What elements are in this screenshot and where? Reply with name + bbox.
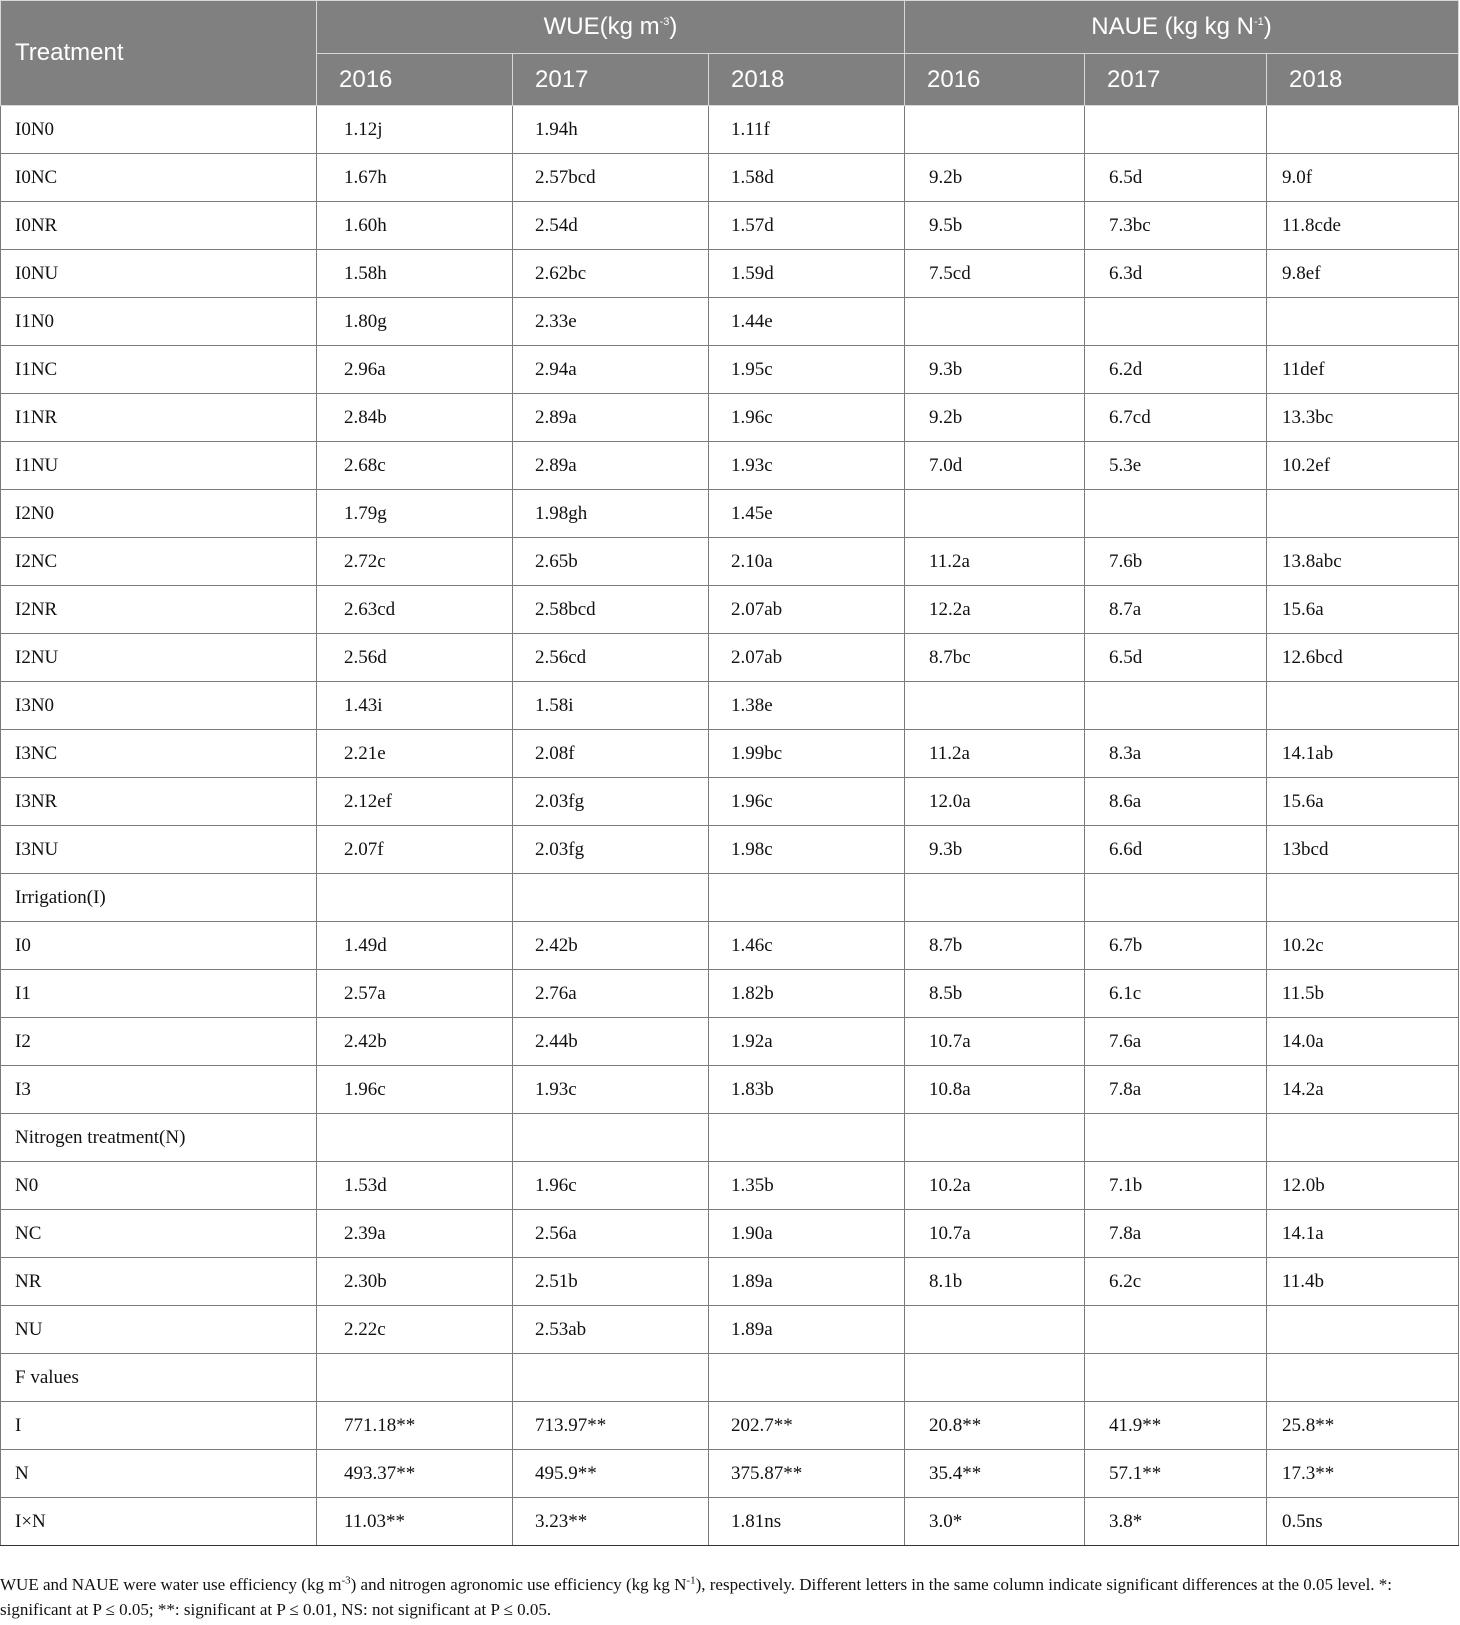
table-cell bbox=[513, 874, 709, 922]
footnote-part-1: WUE and NAUE were water use efficiency (kg m bbox=[0, 1575, 342, 1594]
table-cell bbox=[905, 490, 1085, 538]
header-wue-tail: ) bbox=[669, 13, 678, 40]
table-cell: 2.51b bbox=[513, 1258, 709, 1306]
table-cell: 8.7bc bbox=[905, 634, 1085, 682]
table-row bbox=[1, 682, 1459, 730]
table-cell: 1.79g bbox=[317, 490, 513, 538]
table-cell: 2.39a bbox=[317, 1210, 513, 1258]
table-cell: 1.35b bbox=[709, 1162, 905, 1210]
table-cell: 2.89a bbox=[513, 394, 709, 442]
table-cell: 2.72c bbox=[317, 538, 513, 586]
header-year-wue-2017: 2017 bbox=[513, 54, 709, 106]
table-cell bbox=[905, 106, 1085, 154]
row-label-cell: F values bbox=[1, 1354, 317, 1402]
table-footnote bbox=[0, 1572, 1458, 1622]
table-cell: 15.6a bbox=[1267, 586, 1459, 634]
table-cell: 1.98c bbox=[709, 826, 905, 874]
table-cell: 10.2a bbox=[905, 1162, 1085, 1210]
table-cell: 12.0b bbox=[1267, 1162, 1459, 1210]
table-cell bbox=[1085, 682, 1267, 730]
table-cell: 2.03fg bbox=[513, 778, 709, 826]
row-label-cell: I0N0 bbox=[1, 106, 317, 154]
table-cell: 10.8a bbox=[905, 1066, 1085, 1114]
table-row bbox=[1, 1402, 1459, 1450]
table-cell: 35.4** bbox=[905, 1450, 1085, 1498]
table-cell: 2.57bcd bbox=[513, 154, 709, 202]
table-cell: 2.56a bbox=[513, 1210, 709, 1258]
row-label-cell: I2N0 bbox=[1, 490, 317, 538]
table-row bbox=[1, 1258, 1459, 1306]
table-cell: 1.81ns bbox=[709, 1498, 905, 1546]
table-cell: 2.96a bbox=[317, 346, 513, 394]
row-label-cell: Irrigation(I) bbox=[1, 874, 317, 922]
table-cell: 57.1** bbox=[1085, 1450, 1267, 1498]
table-cell: 11.2a bbox=[905, 538, 1085, 586]
table-cell bbox=[1267, 298, 1459, 346]
table-cell: 6.5d bbox=[1085, 634, 1267, 682]
row-label-cell: I0NC bbox=[1, 154, 317, 202]
table-cell bbox=[1267, 490, 1459, 538]
table-cell: 1.46c bbox=[709, 922, 905, 970]
table-cell: 6.2c bbox=[1085, 1258, 1267, 1306]
row-label-cell: I0NU bbox=[1, 250, 317, 298]
table-cell: 2.07ab bbox=[709, 634, 905, 682]
table-cell: 9.8ef bbox=[1267, 250, 1459, 298]
footnote-part-3: ), respectively. Different letters in the same column indicate significant differences at the 0.05 level. *: significant at P ≤ 0.05; **: significant at P ≤ 0.01, NS: not significant at P ≤ 0.05. bbox=[0, 1575, 1393, 1619]
table-row bbox=[1, 538, 1459, 586]
row-label-cell: I3 bbox=[1, 1066, 317, 1114]
table-cell bbox=[317, 1354, 513, 1402]
table-cell: 8.5b bbox=[905, 970, 1085, 1018]
table-cell: 2.89a bbox=[513, 442, 709, 490]
table-row bbox=[1, 250, 1459, 298]
table-cell bbox=[513, 1354, 709, 1402]
header-year-wue-2018: 2018 bbox=[709, 54, 905, 106]
table-cell bbox=[905, 682, 1085, 730]
row-label-cell: I bbox=[1, 1402, 317, 1450]
table-cell: 1.44e bbox=[709, 298, 905, 346]
table-row bbox=[1, 826, 1459, 874]
table-row bbox=[1, 1162, 1459, 1210]
table-cell bbox=[905, 1114, 1085, 1162]
table-cell: 7.8a bbox=[1085, 1066, 1267, 1114]
row-label-cell: NC bbox=[1, 1210, 317, 1258]
table-cell bbox=[1085, 1354, 1267, 1402]
table-cell: 2.07f bbox=[317, 826, 513, 874]
table-cell: 1.53d bbox=[317, 1162, 513, 1210]
table-cell: 2.65b bbox=[513, 538, 709, 586]
table-cell: 7.6a bbox=[1085, 1018, 1267, 1066]
table-cell: 8.3a bbox=[1085, 730, 1267, 778]
row-label-cell: N bbox=[1, 1450, 317, 1498]
table-cell: 2.54d bbox=[513, 202, 709, 250]
table-cell: 2.21e bbox=[317, 730, 513, 778]
table-cell: 2.07ab bbox=[709, 586, 905, 634]
table-cell: 7.6b bbox=[1085, 538, 1267, 586]
table-cell: 1.45e bbox=[709, 490, 905, 538]
table-cell: 495.9** bbox=[513, 1450, 709, 1498]
table-row bbox=[1, 346, 1459, 394]
table-cell: 2.84b bbox=[317, 394, 513, 442]
table-row bbox=[1, 1450, 1459, 1498]
table-cell: 1.95c bbox=[709, 346, 905, 394]
row-label-cell: I2NU bbox=[1, 634, 317, 682]
header-year-naue-2018: 2018 bbox=[1267, 54, 1459, 106]
table-row bbox=[1, 442, 1459, 490]
table-cell: 9.3b bbox=[905, 346, 1085, 394]
table-row bbox=[1, 1210, 1459, 1258]
table-cell: 1.59d bbox=[709, 250, 905, 298]
table-cell: 13.3bc bbox=[1267, 394, 1459, 442]
table-row bbox=[1, 154, 1459, 202]
table-row bbox=[1, 730, 1459, 778]
table-cell: 713.97** bbox=[513, 1402, 709, 1450]
table-cell bbox=[1085, 106, 1267, 154]
table-body bbox=[1, 106, 1459, 1546]
header-wue-group bbox=[317, 1, 905, 54]
table-cell bbox=[317, 1114, 513, 1162]
table-cell: 3.8* bbox=[1085, 1498, 1267, 1546]
table-cell: 1.80g bbox=[317, 298, 513, 346]
table-cell: 13.8abc bbox=[1267, 538, 1459, 586]
table-cell: 1.89a bbox=[709, 1306, 905, 1354]
table-cell: 14.0a bbox=[1267, 1018, 1459, 1066]
table-cell: 1.89a bbox=[709, 1258, 905, 1306]
row-label-cell: I2NC bbox=[1, 538, 317, 586]
table-row bbox=[1, 970, 1459, 1018]
header-naue-sup: -1 bbox=[1253, 16, 1264, 28]
table-cell bbox=[905, 1306, 1085, 1354]
row-label-cell: NU bbox=[1, 1306, 317, 1354]
footnote-sup-1: -3 bbox=[341, 1574, 351, 1587]
table-cell: 9.2b bbox=[905, 394, 1085, 442]
table-cell: 1.43i bbox=[317, 682, 513, 730]
table-cell: 1.96c bbox=[709, 394, 905, 442]
table-cell: 2.76a bbox=[513, 970, 709, 1018]
header-naue-tail: ) bbox=[1263, 13, 1272, 40]
row-label-cell: I3NR bbox=[1, 778, 317, 826]
table-cell bbox=[1267, 106, 1459, 154]
table-cell bbox=[1085, 1306, 1267, 1354]
row-label-cell: I3NC bbox=[1, 730, 317, 778]
table-cell: 1.94h bbox=[513, 106, 709, 154]
table-cell: 12.2a bbox=[905, 586, 1085, 634]
row-label-cell: I3N0 bbox=[1, 682, 317, 730]
table-cell: 15.6a bbox=[1267, 778, 1459, 826]
table-cell bbox=[1267, 1354, 1459, 1402]
table-cell: 2.62bc bbox=[513, 250, 709, 298]
table-cell: 2.58bcd bbox=[513, 586, 709, 634]
row-label-cell: I1NU bbox=[1, 442, 317, 490]
row-label-cell: I1N0 bbox=[1, 298, 317, 346]
table-cell: 2.94a bbox=[513, 346, 709, 394]
table-header bbox=[1, 1, 1459, 106]
table-row bbox=[1, 490, 1459, 538]
table-cell: 1.57d bbox=[709, 202, 905, 250]
table-cell: 6.7cd bbox=[1085, 394, 1267, 442]
table-cell: 1.96c bbox=[317, 1066, 513, 1114]
table-cell bbox=[905, 874, 1085, 922]
table-cell: 2.63cd bbox=[317, 586, 513, 634]
table-cell bbox=[1085, 874, 1267, 922]
table-cell: 14.1ab bbox=[1267, 730, 1459, 778]
footnote-sup-2: -1 bbox=[686, 1574, 696, 1587]
table-cell: 2.56cd bbox=[513, 634, 709, 682]
table-row bbox=[1, 1306, 1459, 1354]
table-cell: 1.11f bbox=[709, 106, 905, 154]
table-cell: 6.7b bbox=[1085, 922, 1267, 970]
row-label-cell: Nitrogen treatment(N) bbox=[1, 1114, 317, 1162]
table-cell: 1.82b bbox=[709, 970, 905, 1018]
table-row bbox=[1, 394, 1459, 442]
header-year-naue-2016: 2016 bbox=[905, 54, 1085, 106]
table-cell: 1.83b bbox=[709, 1066, 905, 1114]
row-label-cell: I2NR bbox=[1, 586, 317, 634]
table-cell: 13bcd bbox=[1267, 826, 1459, 874]
table-cell: 8.1b bbox=[905, 1258, 1085, 1306]
table-cell: 9.3b bbox=[905, 826, 1085, 874]
table-cell: 12.6bcd bbox=[1267, 634, 1459, 682]
table-row bbox=[1, 1114, 1459, 1162]
table-cell: 8.6a bbox=[1085, 778, 1267, 826]
table-cell: 17.3** bbox=[1267, 1450, 1459, 1498]
table-cell: 375.87** bbox=[709, 1450, 905, 1498]
table-cell: 1.98gh bbox=[513, 490, 709, 538]
table-cell: 2.42b bbox=[513, 922, 709, 970]
table-cell: 1.93c bbox=[709, 442, 905, 490]
table-cell: 1.38e bbox=[709, 682, 905, 730]
table-cell: 5.3e bbox=[1085, 442, 1267, 490]
table-cell: 10.7a bbox=[905, 1018, 1085, 1066]
table-cell: 202.7** bbox=[709, 1402, 905, 1450]
table-cell: 2.57a bbox=[317, 970, 513, 1018]
table-cell bbox=[1085, 490, 1267, 538]
table-cell bbox=[1267, 682, 1459, 730]
table-cell: 11def bbox=[1267, 346, 1459, 394]
table-cell bbox=[1267, 1306, 1459, 1354]
row-label-cell: NR bbox=[1, 1258, 317, 1306]
table-cell: 11.2a bbox=[905, 730, 1085, 778]
table-cell: 8.7b bbox=[905, 922, 1085, 970]
header-naue-group bbox=[905, 1, 1459, 54]
table-row bbox=[1, 586, 1459, 634]
table-cell: 10.7a bbox=[905, 1210, 1085, 1258]
table-row bbox=[1, 922, 1459, 970]
table-cell: 6.1c bbox=[1085, 970, 1267, 1018]
row-label-cell: I1NC bbox=[1, 346, 317, 394]
table-cell: 6.6d bbox=[1085, 826, 1267, 874]
row-label-cell: N0 bbox=[1, 1162, 317, 1210]
table-cell: 25.8** bbox=[1267, 1402, 1459, 1450]
table-cell: 2.68c bbox=[317, 442, 513, 490]
table-cell: 2.10a bbox=[709, 538, 905, 586]
table-row bbox=[1, 106, 1459, 154]
table-cell: 1.12j bbox=[317, 106, 513, 154]
table-cell bbox=[513, 1114, 709, 1162]
table-cell: 9.5b bbox=[905, 202, 1085, 250]
row-label-cell: I1NR bbox=[1, 394, 317, 442]
table-cell: 2.30b bbox=[317, 1258, 513, 1306]
table-cell: 11.5b bbox=[1267, 970, 1459, 1018]
table-cell: 7.3bc bbox=[1085, 202, 1267, 250]
table-cell: 7.5cd bbox=[905, 250, 1085, 298]
table-cell: 11.8cde bbox=[1267, 202, 1459, 250]
table-cell bbox=[1085, 1114, 1267, 1162]
table-cell: 1.92a bbox=[709, 1018, 905, 1066]
table-cell: 12.0a bbox=[905, 778, 1085, 826]
header-year-wue-2016: 2016 bbox=[317, 54, 513, 106]
table-cell: 2.42b bbox=[317, 1018, 513, 1066]
table-cell bbox=[905, 298, 1085, 346]
table-cell: 771.18** bbox=[317, 1402, 513, 1450]
table-cell: 11.03** bbox=[317, 1498, 513, 1546]
table-cell bbox=[1267, 874, 1459, 922]
table-row bbox=[1, 298, 1459, 346]
table-cell: 10.2c bbox=[1267, 922, 1459, 970]
table-row bbox=[1, 1354, 1459, 1402]
table-cell bbox=[905, 1354, 1085, 1402]
row-label-cell: I1 bbox=[1, 970, 317, 1018]
table-row bbox=[1, 1498, 1459, 1546]
table-cell: 2.03fg bbox=[513, 826, 709, 874]
table-cell: 10.2ef bbox=[1267, 442, 1459, 490]
table-row bbox=[1, 1066, 1459, 1114]
table-cell: 1.49d bbox=[317, 922, 513, 970]
table-cell: 1.96c bbox=[709, 778, 905, 826]
header-year-naue-2017: 2017 bbox=[1085, 54, 1267, 106]
table-cell: 1.60h bbox=[317, 202, 513, 250]
table-row bbox=[1, 778, 1459, 826]
table-cell bbox=[709, 874, 905, 922]
row-label-cell: I2 bbox=[1, 1018, 317, 1066]
table-cell: 2.56d bbox=[317, 634, 513, 682]
table-cell bbox=[709, 1114, 905, 1162]
table-cell: 493.37** bbox=[317, 1450, 513, 1498]
table-cell: 6.2d bbox=[1085, 346, 1267, 394]
table-cell: 41.9** bbox=[1085, 1402, 1267, 1450]
table-cell: 2.08f bbox=[513, 730, 709, 778]
header-wue-label: WUE(kg m bbox=[543, 13, 660, 40]
table-cell: 6.3d bbox=[1085, 250, 1267, 298]
table-cell: 8.7a bbox=[1085, 586, 1267, 634]
table-cell: 3.0* bbox=[905, 1498, 1085, 1546]
table-cell: 2.44b bbox=[513, 1018, 709, 1066]
row-label-cell: I3NU bbox=[1, 826, 317, 874]
table-cell: 1.58d bbox=[709, 154, 905, 202]
table-cell: 7.8a bbox=[1085, 1210, 1267, 1258]
table-cell: 6.5d bbox=[1085, 154, 1267, 202]
table-row bbox=[1, 634, 1459, 682]
table-cell: 3.23** bbox=[513, 1498, 709, 1546]
row-label-cell: I0 bbox=[1, 922, 317, 970]
table-cell: 7.0d bbox=[905, 442, 1085, 490]
table-cell: 1.58h bbox=[317, 250, 513, 298]
header-wue-sup: -3 bbox=[659, 16, 670, 28]
footnote-part-2: ) and nitrogen agronomic use efficiency (kg kg N bbox=[350, 1575, 687, 1594]
table-cell: 1.99bc bbox=[709, 730, 905, 778]
table-cell: 1.90a bbox=[709, 1210, 905, 1258]
table-cell: 1.67h bbox=[317, 154, 513, 202]
table-cell bbox=[1085, 298, 1267, 346]
table-cell: 1.58i bbox=[513, 682, 709, 730]
table-cell: 2.22c bbox=[317, 1306, 513, 1354]
table-cell: 20.8** bbox=[905, 1402, 1085, 1450]
table-cell: 7.1b bbox=[1085, 1162, 1267, 1210]
header-naue-label: NAUE (kg kg N bbox=[1091, 13, 1254, 40]
table-cell: 1.93c bbox=[513, 1066, 709, 1114]
table-cell bbox=[709, 1354, 905, 1402]
table-cell bbox=[317, 874, 513, 922]
table-row bbox=[1, 1018, 1459, 1066]
table-cell: 0.5ns bbox=[1267, 1498, 1459, 1546]
table-cell: 2.53ab bbox=[513, 1306, 709, 1354]
table-cell: 1.96c bbox=[513, 1162, 709, 1210]
table-cell bbox=[1267, 1114, 1459, 1162]
row-label-cell: I0NR bbox=[1, 202, 317, 250]
table-cell: 2.33e bbox=[513, 298, 709, 346]
table-row bbox=[1, 874, 1459, 922]
header-row-groups bbox=[1, 1, 1459, 54]
table-cell: 2.12ef bbox=[317, 778, 513, 826]
table-row bbox=[1, 202, 1459, 250]
header-treatment: Treatment bbox=[1, 1, 317, 106]
row-label-cell: I×N bbox=[1, 1498, 317, 1546]
table-cell: 14.2a bbox=[1267, 1066, 1459, 1114]
table-cell: 9.0f bbox=[1267, 154, 1459, 202]
table-cell: 11.4b bbox=[1267, 1258, 1459, 1306]
table-cell: 9.2b bbox=[905, 154, 1085, 202]
table-cell: 14.1a bbox=[1267, 1210, 1459, 1258]
